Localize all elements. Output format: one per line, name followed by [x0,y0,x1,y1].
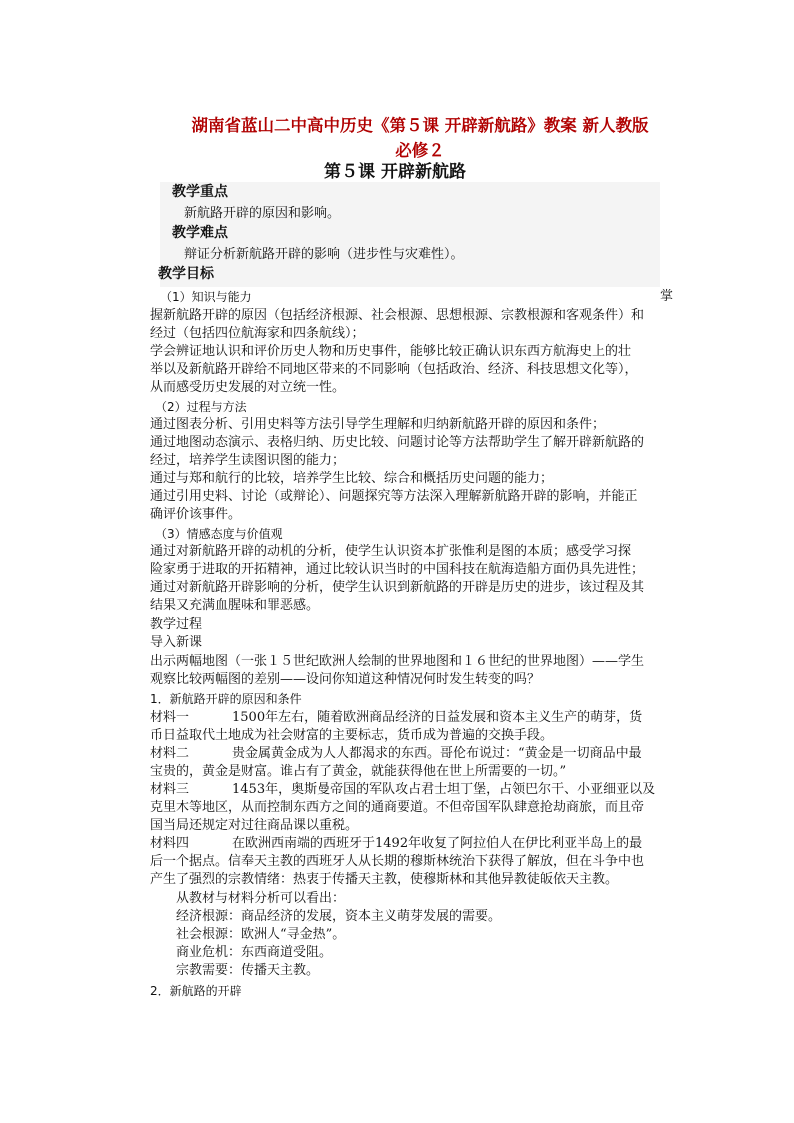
goal2-heading: （2）过程与方法 [155,400,247,414]
material-label: 材料一 [150,710,190,725]
goal1-line: 从而感受历史发展的对立统一性。 [150,380,346,395]
goal2-line: 通过地图动态演示、表格归纳、历史比较、问题讨论等方法帮助学生了解开辟新航路的 [150,435,645,450]
intro-heading: 导入新课 [150,635,203,650]
material-text: 1500年左右，随着欧洲商品经济的日益发展和资本主义生产的萌芽，货 [232,710,643,725]
analysis-item: 宗教需要：传播天主教。 [176,963,320,978]
goal3-heading: （3）情感态度与价值观 [155,527,283,541]
material-line: 宝贵的，黄金是财富。谁占有了黄金，就能获得他在世上所需要的一切。” [150,764,567,779]
analysis-item: 经济根源：商品经济的发展，资本主义萌芽发展的需要。 [176,909,502,924]
material-line: 后一个据点。信奉天主教的西班牙人从长期的穆斯林统治下获得了解放，但在斗争中也 [150,854,645,869]
analysis-item: 社会根源：欧洲人“寻金热”。 [176,927,346,942]
material-label: 材料三 [150,782,190,797]
goal3-line: 通过对新航路开辟影响的分析，使学生认识到新航路的开辟是历史的进步，该过程及其 [150,580,645,595]
goal2-line: 通过引用史料、讨论（或辩论）、问题探究等方法深入理解新航路开辟的影响，并能正 [150,489,638,504]
material-row [150,835,690,853]
difficulty-heading: 教学难点 [172,225,228,241]
key-points-text: 新航路开辟的原因和影响。 [184,206,341,221]
material-label: 材料四 [150,836,190,851]
part1-heading: 1．新航路开辟的原因和条件 [150,692,302,706]
process-heading: 教学过程 [150,617,203,632]
material-line: 国当局还规定对过往商品课以重税。 [150,818,359,833]
analysis-item: 商业危机：东西商道受阻。 [176,945,333,960]
intro-line: 观察比较两幅图的差别——设问你知道这种情况何时发生转变的吗？ [150,672,541,687]
material-line: 币日益取代土地成为社会财富的主要标志，货币成为普遍的交换手段。 [150,728,554,743]
document-title-line-1: 湖南省蓝山二中高中历史《第５课 开辟新航路》教案 新人教版 [191,116,649,135]
goal3-line: 结果又充满血腥味和罪恶感。 [150,598,320,613]
material-line: 产生了强烈的宗教情绪：热衷于传播天主教，使穆斯林和其他异教徒皈依天主教。 [150,872,619,887]
goal1-line: 学会辨证地认识和评价历史人物和历史事件，能够比较正确认识东西方航海史上的壮 [150,344,632,359]
material-text: 1453年，奥斯曼帝国的军队攻占君士坦丁堡，占领巴尔干、小亚细亚以及 [232,782,656,797]
goal1-line: 举以及新航路开辟给不同地区带来的不同影响（包括政治、经济、科技思想文化等）， [150,362,638,377]
material-row [150,745,690,763]
intro-line: 出示两幅地图（一张１５世纪欧洲人绘制的世界地图和１６世纪的世界地图）——学生 [150,654,645,669]
goal2-line: 经过，培养学生读图识图的能力； [150,453,346,468]
goal1-tail-char: 掌 [660,289,674,304]
goal2-line: 通过与郑和航行的比较，培养学生比较、综合和概括历史问题的能力； [150,471,554,486]
material-row [150,709,690,727]
goal3-line: 通过对新航路开辟的动机的分析，使学生认识资本扩张惟利是图的本质；感受学习探 [150,544,632,559]
analysis-lead: 从教材与材料分析可以看出： [176,891,346,906]
goal3-line: 险家勇于进取的开拓精神，通过比较认识当时的中国科技在航海造船方面仍具先进性； [150,562,645,577]
material-label: 材料二 [150,746,190,761]
goal1-line: 握新航路开辟的原因（包括经济根源、社会根源、思想根源、宗教根源和客观条件）和 [150,308,645,323]
goal1-line: 经过（包括四位航海家和四条航线）； [150,326,365,341]
material-text: 贵金属黄金成为人人都渴求的东西。哥伦布说过：“黄金是一切商品中最 [232,746,642,761]
lesson-title: 第５课 开辟新航路 [324,162,466,182]
part2-heading: 2．新航路的开辟 [150,984,242,998]
difficulty-text: 辩证分析新航路开辟的影响（进步性与灾难性）。 [184,247,464,262]
key-points-heading: 教学重点 [172,184,228,200]
material-row [150,781,690,799]
material-text: 在欧洲西南端的西班牙于1492年收复了阿拉伯人在伊比利亚半岛上的最 [232,836,643,851]
document-title-line-2: 必修２ [395,141,445,160]
goal2-line: 通过图表分析、引用史料等方法引导学生理解和归纳新航路开辟的原因和条件； [150,417,606,432]
goals-heading: 教学目标 [158,266,214,282]
goal1-heading: （1）知识与能力 [160,290,252,304]
material-line: 克里木等地区，从而控制东西方之间的通商要道。不但帝国军队肆意抢劫商旅，而且帝 [150,800,645,815]
goal2-line: 确评价该事件。 [150,507,242,522]
